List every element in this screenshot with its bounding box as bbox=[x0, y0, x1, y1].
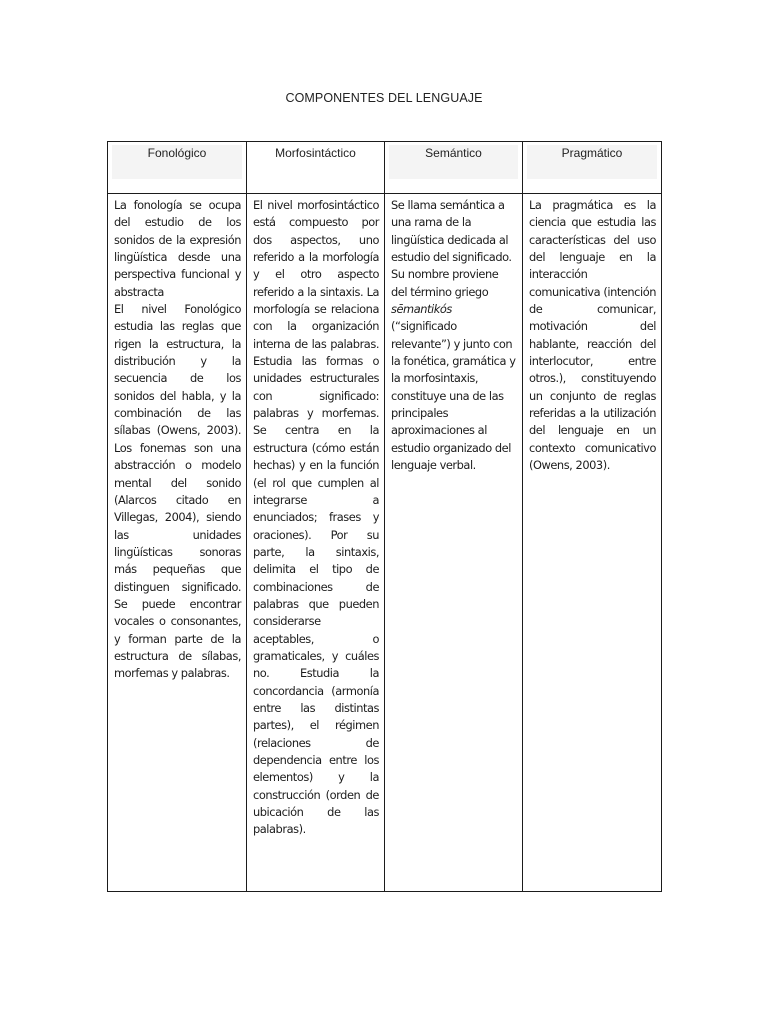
cell-pragmatico bbox=[523, 194, 662, 892]
header-cell-fonologico bbox=[108, 142, 247, 194]
document-title: COMPONENTES DEL LENGUAJE bbox=[285, 91, 483, 105]
morfosintactico-paragraph: El nivel morfosintáctico está compuesto por dos aspectos, uno referido a la morfología y el otro aspecto referido a la sintaxis. La morfología se relaciona con la organización interna de las palabras. Estudia las formas o unidades estructurales con significado: palabras y morfemas. Se centra en la estructura (cómo están hechas) y en la función (el rol que cumplen al integrarse a enunciados; frases y oraciones). Por su parte, la sintaxis, delimita el tipo de combinaciones de palabras que pueden considerarse aceptables, o gramaticales, y cuáles no. Estudia la concordancia (armonía entre las distintas partes), el régimen (relaciones de dependencia entre los elementos) y la construcción (orden de ubicación de las palabras). bbox=[253, 198, 379, 837]
semantico-text-after: (“significado relevante”) y junto con la fonética, gramática y la morfosintaxis, constituye una de las principales aproximaciones al estudio organizado del lenguaje verbal. bbox=[391, 319, 516, 473]
header-cell-semantico bbox=[385, 142, 523, 194]
cell-morfosintactico bbox=[247, 194, 385, 892]
header-label-morfosintactico: Morfosintáctico bbox=[275, 146, 356, 160]
semantico-paragraph bbox=[391, 197, 517, 475]
pragmatico-paragraph: La pragmática es la ciencia que estudia las características del uso del lenguaje en la interacción comunicativa (intención de comunicar, motivación del hablante, reacción del interlocutor, entre otros.), constituyendo un conjunto de reglas referidas a la utilización del lenguaje en un contexto comunicativo (Owens, 2003). bbox=[529, 198, 656, 473]
header-label-semantico: Semántico bbox=[425, 146, 482, 160]
components-table bbox=[107, 141, 662, 892]
cell-fonologico bbox=[108, 194, 247, 892]
header-label-fonologico: Fonológico bbox=[147, 146, 207, 160]
table-header-row bbox=[108, 142, 662, 194]
cell-semantico bbox=[385, 194, 523, 892]
header-cell-morfosintactico bbox=[247, 142, 385, 194]
semantico-text-before: Se llama semántica a una rama de la lingüística dedicada al estudio del significado. Su nombre proviene del término griego bbox=[391, 198, 512, 299]
header-label-pragmatico: Pragmático bbox=[561, 146, 623, 160]
semantico-greek-term: sēmantikós bbox=[391, 302, 452, 317]
fonologico-paragraph-1: La fonología se ocupa del estudio de los sonidos de la expresión lingüística desde una perspectiva funcional y abstracta bbox=[114, 198, 241, 299]
table-body-row bbox=[108, 194, 662, 892]
header-cell-pragmatico bbox=[523, 142, 662, 194]
fonologico-paragraph-2: El nivel Fonológico estudia las reglas que rigen la estructura, la distribución y la secuencia de los sonidos del habla, y la combinación de las sílabas (Owens, 2003). Los fonemas son una abstracción o modelo mental del sonido (Alarcos citado en Villegas, 2004), siendo las unidades lingüísticas sonoras más pequeñas que distinguen significado. Se puede encontrar vocales o consonantes, y forman parte de la estructura de sílabas, morfemas y palabras. bbox=[114, 302, 241, 681]
